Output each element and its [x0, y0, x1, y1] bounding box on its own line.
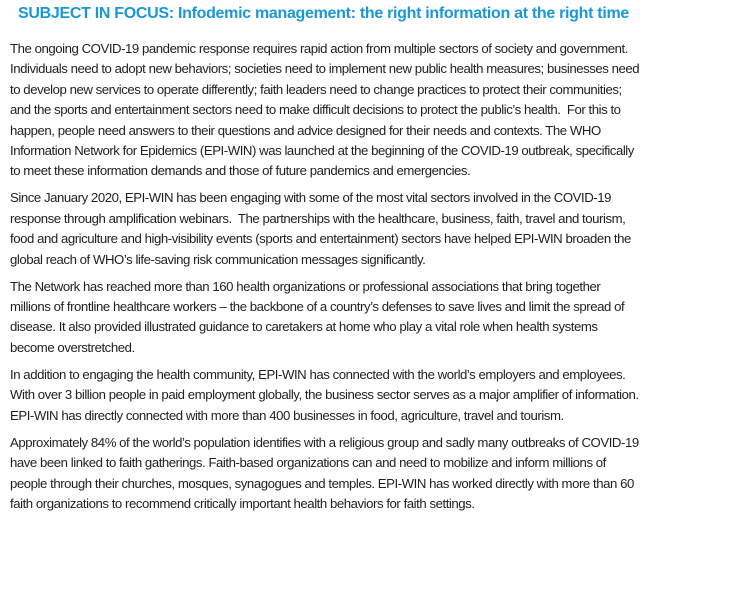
text-line: The Network has reached more than 160 health organizations or professional associations that bring together: [10, 278, 601, 294]
paragraph-2: [10, 188, 734, 270]
text-line: In addition to engaging the health community, EPI-WIN has connected with the world’s employers and employees.: [10, 366, 626, 382]
text-line: happen, people need answers to their questions and advice designed for their needs and contexts. The WHO: [10, 122, 601, 138]
text-line: With over 3 billion people in paid employment globally, the business sector serves as a major amplifier of information.: [10, 387, 639, 403]
text-line: have been linked to faith gatherings. Faith-based organizations can and need to mobilize and inform millions of: [10, 455, 606, 471]
text-line: to develop new services to operate differently; faith leaders need to change practices to protect their communities;: [10, 81, 622, 97]
text-line: Approximately 84% of the world’s population identifies with a religious group and sadly many outbreaks of COVID-19: [10, 434, 639, 450]
text-line: to meet these information demands and those of future pandemics and emergencies.: [10, 163, 471, 179]
paragraph-5: [10, 433, 734, 515]
text-line: and the sports and entertainment sectors need to make difficult decisions to protect the public’s health. For this to: [10, 102, 621, 118]
text-line: Individuals need to adopt new behaviors; societies need to implement new public health measures; businesses need: [10, 61, 640, 77]
text-line: become overstretched.: [10, 339, 135, 355]
paragraph-1: [10, 39, 734, 182]
text-line: Information Network for Epidemics (EPI-WIN) was launched at the beginning of the COVID-19 outbreak, specifically: [10, 143, 634, 159]
text-line: response through amplification webinars. The partnerships with the healthcare, business, faith, travel and tourism,: [10, 210, 626, 226]
text-line: The ongoing COVID-19 pandemic response requires rapid action from multiple sectors of society and government.: [10, 41, 628, 56]
text-line: faith organizations to recommend critically important health behaviors for faith settings.: [10, 495, 475, 511]
section-heading: SUBJECT IN FOCUS: Infodemic management: the right information at the right time: [18, 5, 630, 22]
text-line: EPI-WIN has directly connected with more than 400 businesses in food, agriculture, travel and tourism.: [10, 407, 564, 423]
text-line: people through their churches, mosques, synagogues and temples. EPI-WIN has worked directly with more than 60: [10, 475, 634, 491]
paragraph-3: [10, 277, 734, 359]
text-line: food and agriculture and high-visibility events (sports and entertainment) sectors have helped EPI-WIN broaden the: [10, 231, 631, 247]
text-line: millions of frontline healthcare workers – the backbone of a country’s defenses to save lives and limit the spread of: [10, 299, 625, 315]
text-line: disease. It also provided illustrated guidance to caretakers at home who play a vital role when health systems: [10, 319, 598, 335]
paragraph-4: [10, 365, 734, 426]
text-line: Since January 2020, EPI-WIN has been engaging with some of the most vital sectors involved in the COVID-19: [10, 190, 612, 206]
text-line: global reach of WHO’s life-saving risk communication messages significantly.: [10, 251, 426, 267]
